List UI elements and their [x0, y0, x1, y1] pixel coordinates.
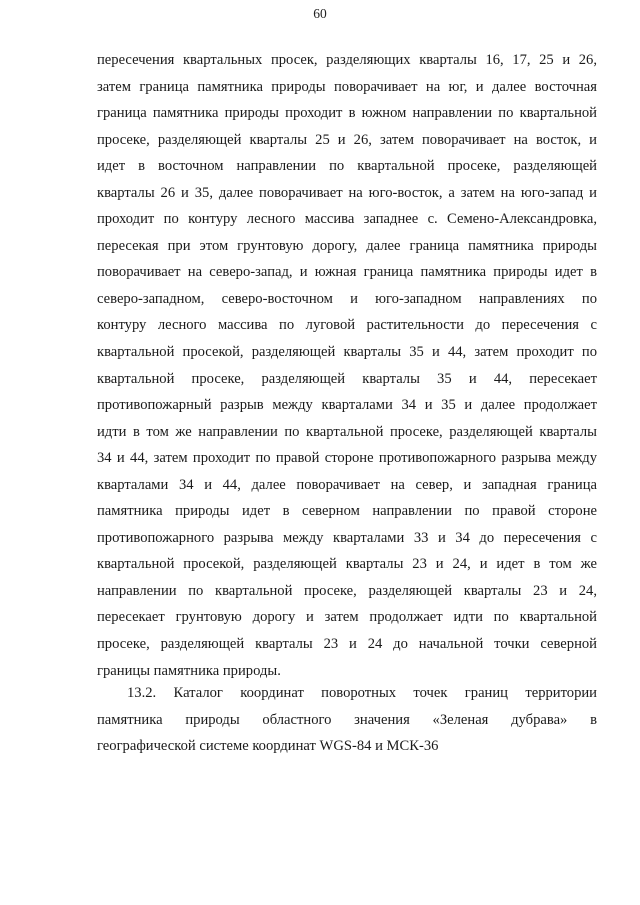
text-line: кварталы 26 и 35, далее поворачивает на юго-восток, а затем на юго-запад и	[97, 184, 597, 201]
text-line: границы памятника природы.	[97, 662, 281, 679]
section-line: памятника природы областного значения «Зеленая дубрава» в	[97, 711, 597, 728]
text-line: поворачивает на северо-запад, и южная граница памятника природы идет в	[97, 264, 597, 281]
text-line: противопожарный разрыв между кварталами 34 и 35 и далее продолжает	[97, 397, 597, 414]
section-line: 13.2. Каталог координат поворотных точек границ территории	[127, 685, 597, 701]
section-line: географической системе координат WGS-84 и МСК-36	[97, 738, 439, 755]
text-line: кварталами 34 и 44, далее поворачивает на север, и западная граница	[97, 476, 597, 493]
text-line: памятника природы идет в северном направлении по правой стороне	[97, 503, 597, 520]
text-line: контуру лесного массива по луговой растительности до пересечения с	[97, 317, 597, 334]
text-line: пересекая при этом грунтовую дорогу, далее граница памятника природы	[97, 237, 597, 254]
text-line: квартальной просекой, разделяющей кварталы 35 и 44, затем проходит по	[97, 344, 597, 361]
boundary-description-paragraph	[97, 47, 597, 684]
text-line: 34 и 44, затем проходит по правой стороне противопожарного разрыва между	[97, 450, 597, 467]
text-line: северо-западном, северо-восточном и юго-западном направлениях по	[97, 290, 597, 307]
text-line: пересечения квартальных просек, разделяющих кварталы 16, 17, 25 и 26,	[97, 52, 597, 68]
page-number: 60	[313, 6, 327, 21]
section-13-2-heading	[97, 680, 597, 760]
text-line: затем граница памятника природы поворачивает на юг, и далее восточная	[97, 78, 597, 95]
text-line: идет в восточном направлении по квартальной просеке, разделяющей	[97, 158, 597, 175]
text-line: идти в том же направлении по квартальной просеке, разделяющей кварталы	[97, 423, 597, 440]
text-line: граница памятника природы проходит в южном направлении по квартальной	[97, 105, 597, 122]
text-line: пересекает грунтовую дорогу и затем продолжает идти по квартальной	[97, 609, 597, 626]
text-line: проходит по контуру лесного массива западнее с. Семено-Александровка,	[97, 211, 597, 228]
text-line: просеке, разделяющей кварталы 25 и 26, затем поворачивает на восток, и	[97, 131, 597, 148]
text-line: противопожарного разрыва между кварталами 33 и 34 до пересечения с	[97, 529, 597, 546]
text-line: направлении по квартальной просеке, разделяющей кварталы 23 и 24,	[97, 582, 597, 599]
text-line: просеке, разделяющей кварталы 23 и 24 до начальной точки северной	[97, 636, 597, 653]
text-line: квартальной просекой, разделяющей кварталы 23 и 24, и идет в том же	[97, 556, 597, 573]
text-line: квартальной просеке, разделяющей кварталы 35 и 44, пересекает	[97, 370, 597, 387]
